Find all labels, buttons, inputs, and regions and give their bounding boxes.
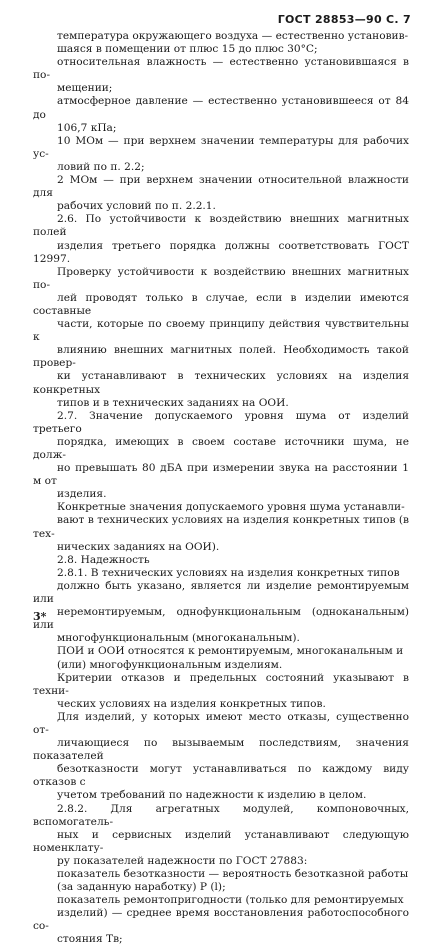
text-line: лей проводят только в случае, если в изделии имеются составные xyxy=(33,291,409,317)
paragraph-pressure xyxy=(33,95,409,134)
section-2-8-1 xyxy=(33,567,409,646)
text-line: влиянию внешних магнитных полей. Необходимость такой провер- xyxy=(33,344,409,370)
paragraph-failure-criteria xyxy=(33,672,409,711)
text-line: рабочих условий по п. 2.2.1. xyxy=(57,200,216,213)
text-line: стояния Tв; xyxy=(57,933,123,946)
text-line: части, которые по своему принципу действия чувствительны к xyxy=(33,318,409,344)
text-line: показатель ремонтопригодности (только для ремонтируемых xyxy=(57,894,404,907)
text-line: (за заданную наработку) P (l); xyxy=(57,881,226,894)
text-line: ческих условиях на изделия конкретных типов. xyxy=(57,697,326,710)
paragraph-magnetic-check xyxy=(33,266,409,410)
text-line: атмосферное давление — естественно установившееся от 84 до xyxy=(33,95,409,121)
text-line: многофункциональным (многоканальным). xyxy=(57,632,300,645)
text-line: 2.8.2. Для агрегатных модулей, компоновочных, вспомогатель- xyxy=(33,802,409,828)
text-line: личающиеся по вызываемым последствиям, значения показателей xyxy=(33,737,409,763)
text-line: порядка, имеющих в своем составе источники шума, не долж- xyxy=(33,435,409,461)
text-line: температура окружающего воздуха — естественно установив- xyxy=(57,30,409,42)
paragraph-poi-ooi xyxy=(33,645,409,671)
section-2-6 xyxy=(33,213,409,265)
paragraph-maintainability-indicator xyxy=(33,894,409,946)
text-line: типов и в технических заданиях на ООИ. xyxy=(57,396,289,409)
text-line: изделия. xyxy=(57,488,107,501)
paragraph-failure-types xyxy=(33,711,409,803)
page-signature-mark: 3* xyxy=(33,610,47,623)
text-line: нических заданиях на ООИ). xyxy=(57,540,220,553)
text-line: Критерии отказов и предельных состояний указывают в техни- xyxy=(33,671,409,697)
text-line: изделий) — среднее время восстановления работоспособного со- xyxy=(33,907,409,933)
section-2-8-2 xyxy=(33,803,409,868)
text-line: 106,7 кПа; xyxy=(57,121,117,134)
text-line: учетом требований по надежности к изделию в целом. xyxy=(57,789,367,802)
paragraph-temperature xyxy=(33,30,409,56)
paragraph-10mohm xyxy=(33,135,409,174)
text-line: относительная влажность — естественно установившаяся в по- xyxy=(33,56,409,82)
paragraph-humidity xyxy=(33,56,409,95)
text-line: 2.6. По устойчивости к воздействию внешних магнитных полей xyxy=(33,213,409,239)
paragraph-2mohm xyxy=(33,174,409,213)
text-line: (или) многофункциональным изделиям. xyxy=(57,658,283,671)
text-line: ру показателей надежности по ГОСТ 27883: xyxy=(57,854,308,867)
text-line: ловий по п. 2.2; xyxy=(57,160,145,173)
text-line: должно быть указано, является ли изделие ремонтируемым или xyxy=(33,579,409,606)
text-line: шаяся в помещении от плюс 15 до плюс 30°С; xyxy=(57,43,318,56)
text-line: 2.8.1. В технических условиях на изделия конкретных типов xyxy=(57,566,400,579)
text-line: Для изделий, у которых имеют место отказы, существенно от- xyxy=(33,710,409,736)
text-line: ПОИ и ООИ относятся к ремонтируемым, многоканальным и xyxy=(57,645,404,658)
text-line: изделия третьего порядка должны соответствовать ГОСТ 12997. xyxy=(33,239,409,265)
document-body xyxy=(33,30,409,947)
text-line: мещении; xyxy=(57,82,113,95)
standard-header: ГОСТ 28853—90 С. 7 xyxy=(277,13,411,26)
text-line: ных и сервисных изделий устанавливают следующую номенклату- xyxy=(33,828,409,854)
paragraph-noise-values xyxy=(33,501,409,553)
paragraph-reliability-indicator xyxy=(33,868,409,894)
text-line: 10 МОм — при верхнем значении температуры для рабочих ус- xyxy=(33,134,409,160)
text-line: 2.7. Значение допускаемого уровня шума от изделий третьего xyxy=(33,409,409,435)
section-2-8-heading xyxy=(33,554,409,567)
text-line: безотказности могут устанавливаться по каждому виду отказов с xyxy=(33,763,409,789)
text-line: неремонтируемым, однофункциональным (одноканальным) или xyxy=(33,606,409,632)
text-line: Проверку устойчивости к воздействию внешних магнитных по- xyxy=(33,265,409,291)
text-line: 2 МОм — при верхнем значении относительной влажности для xyxy=(33,174,409,200)
section-2-7 xyxy=(33,410,409,502)
text-line: 2.8. Надежность xyxy=(57,553,150,566)
text-line: вают в технических условиях на изделия конкретных типов (в тех- xyxy=(33,514,409,540)
text-line: Конкретные значения допускаемого уровня шума устанавли- xyxy=(57,501,405,514)
text-line: показатель безотказности — вероятность безотказной работы xyxy=(57,868,409,880)
text-line: ки устанавливают в технических условиях на изделия конкретных xyxy=(33,370,409,396)
text-line: но превышать 80 дБА при измерении звука на расстоянии 1 м от xyxy=(33,462,409,488)
